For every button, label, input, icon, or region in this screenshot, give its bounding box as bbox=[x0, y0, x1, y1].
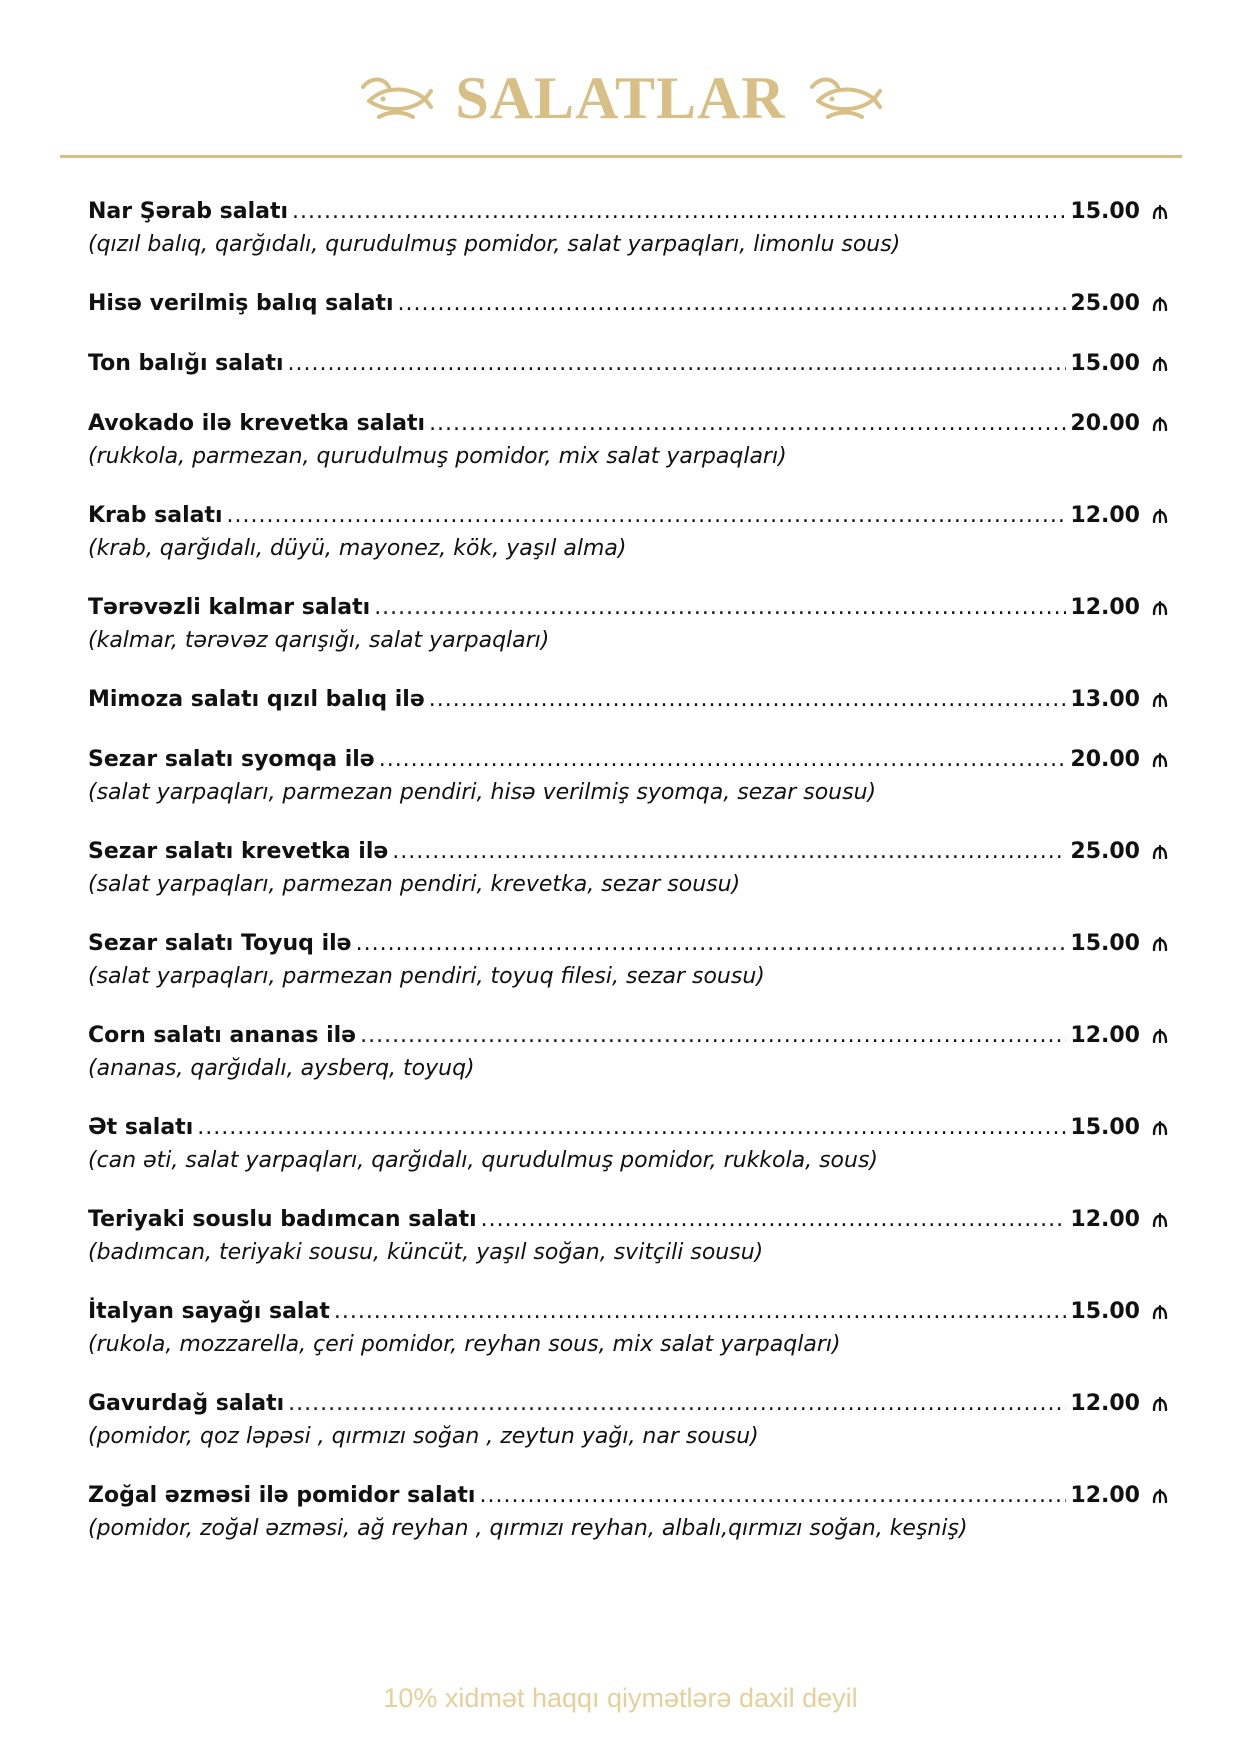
manat-icon bbox=[1140, 1213, 1168, 1227]
item-price: 12.00 bbox=[1070, 1023, 1140, 1048]
item-name: Krab salatı bbox=[88, 503, 223, 528]
menu-item bbox=[88, 347, 1168, 381]
menu-item bbox=[88, 683, 1168, 717]
fish-icon bbox=[808, 73, 882, 123]
manat-icon bbox=[1140, 297, 1168, 311]
menu-item-row bbox=[88, 195, 1168, 229]
dot-leader bbox=[197, 1111, 1066, 1145]
item-description: (pomidor, zoğal əzməsi, ağ reyhan , qırmızı reyhan, albalı,qırmızı soğan, keşniş) bbox=[88, 1516, 968, 1541]
item-name: Gavurdağ salatı bbox=[88, 1391, 285, 1416]
menu-item bbox=[88, 287, 1168, 321]
item-name: Sezar salatı syomqa ilə bbox=[88, 747, 375, 772]
item-name: Ton balığı salatı bbox=[88, 351, 284, 376]
manat-icon bbox=[1140, 205, 1168, 219]
item-description: (rukola, mozzarella, çeri pomidor, reyhan sous, mix salat yarpaqları) bbox=[88, 1332, 841, 1357]
menu-item-row bbox=[88, 1019, 1168, 1053]
item-price: 15.00 bbox=[1070, 931, 1140, 956]
item-name: Sezar salatı krevetka ilə bbox=[88, 839, 389, 864]
menu-item bbox=[88, 1479, 1168, 1545]
dot-leader bbox=[398, 287, 1067, 321]
item-description: (krab, qarğıdalı, düyü, mayonez, kök, yaşıl alma) bbox=[88, 536, 627, 561]
item-description: (rukkola, parmezan, qurudulmuş pomidor, mix salat yarpaqları) bbox=[88, 444, 787, 469]
item-name: Sezar salatı Toyuq ilə bbox=[88, 931, 352, 956]
menu-item-row bbox=[88, 407, 1168, 441]
menu-item-row bbox=[88, 683, 1168, 717]
dot-leader bbox=[288, 1387, 1066, 1421]
item-price: 12.00 bbox=[1070, 503, 1140, 528]
item-description: (badımcan, teriyaki sousu, küncüt, yaşıl soğan, svitçili sousu) bbox=[88, 1240, 764, 1265]
menu-item-row bbox=[88, 1387, 1168, 1421]
menu-item bbox=[88, 1295, 1168, 1361]
menu-item bbox=[88, 927, 1168, 993]
menu-item-row bbox=[88, 927, 1168, 961]
dot-leader bbox=[429, 683, 1067, 717]
item-name: İtalyan sayağı salat bbox=[88, 1299, 330, 1324]
item-price: 12.00 bbox=[1070, 1483, 1140, 1508]
dot-leader bbox=[360, 1019, 1066, 1053]
item-description: (salat yarpaqları, parmezan pendiri, hisə verilmiş syomqa, sezar sousu) bbox=[88, 780, 877, 805]
menu-header bbox=[0, 58, 1241, 138]
menu-item bbox=[88, 743, 1168, 809]
item-name: Zoğal əzməsi ilə pomidor salatı bbox=[88, 1483, 476, 1508]
menu-item bbox=[88, 835, 1168, 901]
item-price: 20.00 bbox=[1070, 747, 1140, 772]
item-name: Corn salatı ananas ilə bbox=[88, 1023, 357, 1048]
item-price: 13.00 bbox=[1070, 687, 1140, 712]
menu-item-row bbox=[88, 1111, 1168, 1145]
item-description: (kalmar, tərəvəz qarışığı, salat yarpaqları) bbox=[88, 628, 550, 653]
manat-icon bbox=[1140, 693, 1168, 707]
item-price: 25.00 bbox=[1070, 291, 1140, 316]
dot-leader bbox=[356, 927, 1067, 961]
item-price: 12.00 bbox=[1070, 595, 1140, 620]
manat-icon bbox=[1140, 417, 1168, 431]
menu-item bbox=[88, 407, 1168, 473]
menu-item bbox=[88, 1203, 1168, 1269]
manat-icon bbox=[1140, 357, 1168, 371]
dot-leader bbox=[481, 1203, 1067, 1237]
manat-icon bbox=[1140, 601, 1168, 615]
dot-leader bbox=[392, 835, 1066, 869]
item-price: 12.00 bbox=[1070, 1391, 1140, 1416]
menu-item-row bbox=[88, 591, 1168, 625]
service-charge-note: 10% xidmət haqqı qiymətlərə daxil deyil bbox=[383, 1683, 858, 1713]
dot-leader bbox=[227, 499, 1067, 533]
item-name: Hisə verilmiş balıq salatı bbox=[88, 291, 394, 316]
manat-icon bbox=[1140, 1121, 1168, 1135]
manat-icon bbox=[1140, 753, 1168, 767]
dot-leader bbox=[429, 407, 1066, 441]
menu-item bbox=[88, 1019, 1168, 1085]
item-name: Mimoza salatı qızıl balıq ilə bbox=[88, 687, 425, 712]
item-price: 20.00 bbox=[1070, 411, 1140, 436]
menu-item-row bbox=[88, 743, 1168, 777]
item-description: (salat yarpaqları, parmezan pendiri, toyuq filesi, sezar sousu) bbox=[88, 964, 765, 989]
item-price: 15.00 bbox=[1070, 1299, 1140, 1324]
item-description: (salat yarpaqları, parmezan pendiri, krevetka, sezar sousu) bbox=[88, 872, 741, 897]
header-divider bbox=[60, 155, 1182, 158]
item-description: (ananas, qarğıdalı, aysberq, toyuq) bbox=[88, 1056, 475, 1081]
item-description: (qızıl balıq, qarğıdalı, qurudulmuş pomidor, salat yarpaqları, limonlu sous) bbox=[88, 232, 901, 257]
manat-icon bbox=[1140, 1305, 1168, 1319]
menu-item bbox=[88, 1111, 1168, 1177]
manat-icon bbox=[1140, 845, 1168, 859]
dot-leader bbox=[292, 195, 1066, 229]
manat-icon bbox=[1140, 1489, 1168, 1503]
item-price: 12.00 bbox=[1070, 1207, 1140, 1232]
menu-item bbox=[88, 195, 1168, 261]
menu-item-row bbox=[88, 1203, 1168, 1237]
dot-leader bbox=[374, 591, 1066, 625]
dot-leader bbox=[288, 347, 1067, 381]
manat-icon bbox=[1140, 1029, 1168, 1043]
fish-icon bbox=[359, 73, 433, 123]
manat-icon bbox=[1140, 509, 1168, 523]
item-description: (can əti, salat yarpaqları, qarğıdalı, qurudulmuş pomidor, rukkola, sous) bbox=[88, 1148, 879, 1173]
menu-item-row bbox=[88, 499, 1168, 533]
menu-item bbox=[88, 591, 1168, 657]
item-description: (pomidor, qoz ləpəsi , qırmızı soğan , zeytun yağı, nar sousu) bbox=[88, 1424, 759, 1449]
dot-leader bbox=[334, 1295, 1067, 1329]
menu-item-row bbox=[88, 1479, 1168, 1513]
item-name: Tərəvəzli kalmar salatı bbox=[88, 595, 371, 620]
page-title: SALATLAR bbox=[455, 65, 786, 131]
item-name: Nar Şərab salatı bbox=[88, 199, 289, 224]
item-price: 15.00 bbox=[1070, 199, 1140, 224]
item-price: 15.00 bbox=[1070, 1115, 1140, 1140]
menu-item-row bbox=[88, 287, 1168, 321]
menu-list bbox=[88, 195, 1168, 1571]
item-name: Teriyaki souslu badımcan salatı bbox=[88, 1207, 477, 1232]
dot-leader bbox=[479, 1479, 1066, 1513]
menu-item-row bbox=[88, 835, 1168, 869]
menu-item bbox=[88, 1387, 1168, 1453]
manat-icon bbox=[1140, 937, 1168, 951]
item-name: Avokado ilə krevetka salatı bbox=[88, 411, 426, 436]
menu-item-row bbox=[88, 347, 1168, 381]
item-name: Ət salatı bbox=[88, 1115, 194, 1140]
item-price: 25.00 bbox=[1070, 839, 1140, 864]
manat-icon bbox=[1140, 1397, 1168, 1411]
menu-item-row bbox=[88, 1295, 1168, 1329]
dot-leader bbox=[379, 743, 1067, 777]
item-price: 15.00 bbox=[1070, 351, 1140, 376]
menu-item bbox=[88, 499, 1168, 565]
